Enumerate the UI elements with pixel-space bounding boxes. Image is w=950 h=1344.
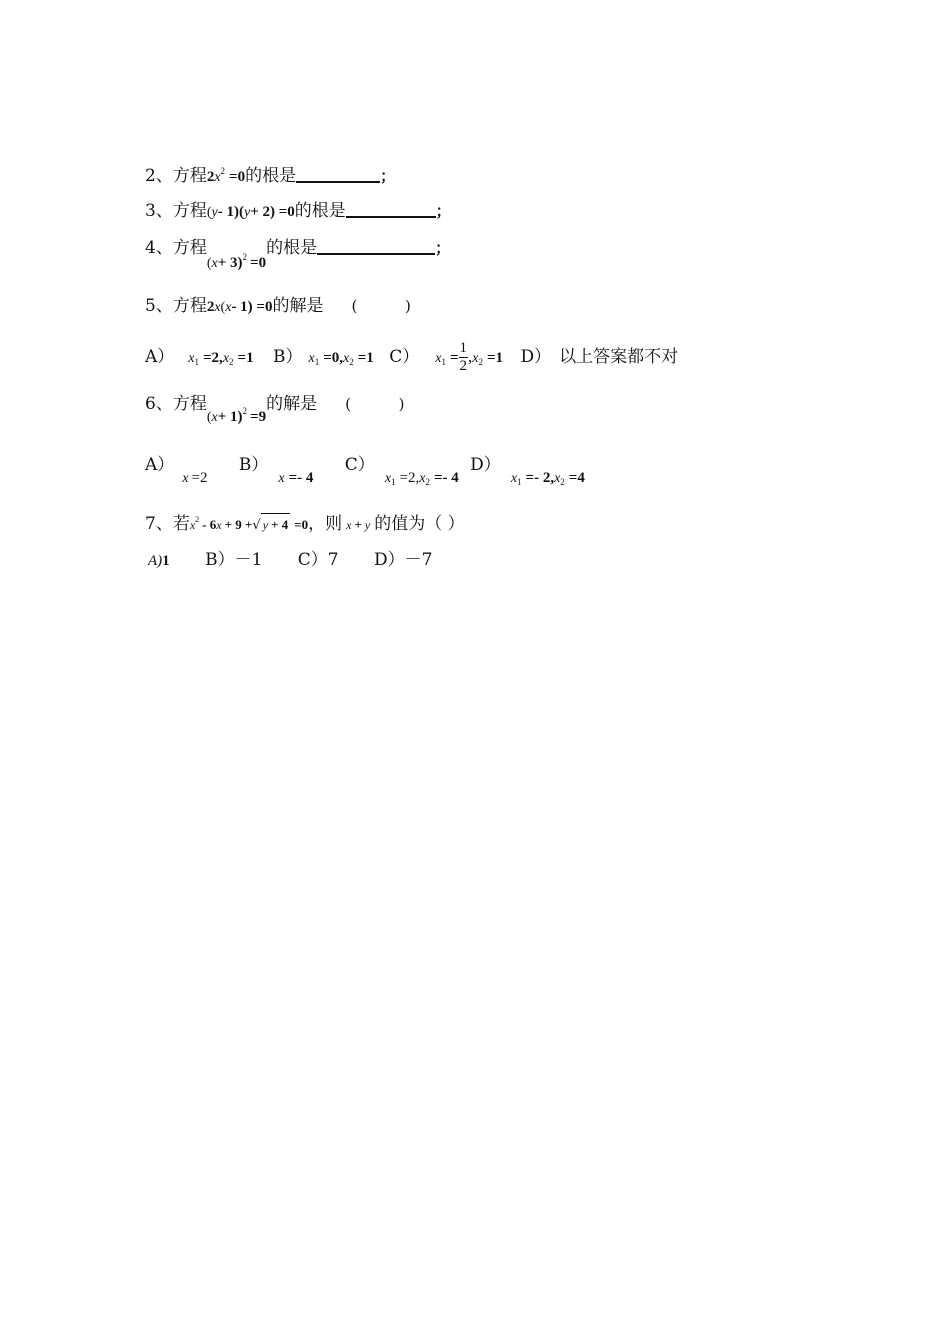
q6-option-a[interactable]: [145, 450, 207, 487]
q2-coef: 2: [206, 169, 215, 185]
q6-a-x: x: [182, 471, 189, 486]
q5-v1: x: [214, 300, 221, 315]
q3-prefix: 3、方程: [145, 201, 207, 221]
q5-c-s1: 1: [441, 357, 446, 367]
q5-a-x1: x: [188, 351, 195, 366]
q5-option-a-label: A）: [145, 347, 175, 367]
question-3: [145, 196, 451, 221]
q5-b-s2: 2: [349, 357, 354, 367]
question-7-options: [148, 545, 432, 570]
q6-c-m: =2,: [399, 470, 420, 486]
q6-option-c[interactable]: [345, 450, 459, 487]
q5-b-m: =0,: [323, 350, 344, 366]
q7-option-b[interactable]: B）－1: [205, 550, 263, 570]
q6-a-r: =2: [191, 470, 208, 486]
q5-a-s1: 1: [194, 357, 199, 367]
q6-option-a-label: A）: [145, 455, 175, 475]
q5-t1: (: [220, 300, 226, 315]
q7-v3: x: [346, 518, 352, 532]
q6-option-b-label: B）: [238, 455, 269, 475]
q7-a-val: 1: [162, 553, 170, 569]
q7-sqrt-sign: √: [252, 518, 261, 533]
q5-option-b[interactable]: [273, 342, 374, 367]
q5-c-num: 1: [459, 340, 468, 356]
q6-option-b[interactable]: [239, 450, 314, 487]
q7-exp: 2: [195, 515, 200, 524]
q6-d-x1: x: [510, 471, 518, 486]
q6-c-x2: x: [419, 471, 426, 486]
q5-a-m: =2,: [203, 350, 223, 366]
q7-rhs: =0: [294, 517, 309, 532]
q5-t2: - 1) =0: [231, 299, 273, 315]
q6-option-d[interactable]: [470, 450, 585, 487]
q5-option-d[interactable]: [520, 342, 678, 367]
q2-exp: 2: [220, 166, 226, 176]
q5-c-comma: ,: [468, 347, 473, 366]
q7-v2: x: [216, 518, 222, 532]
q6-c-s1: 1: [391, 477, 396, 487]
q3-v2: y: [243, 205, 251, 220]
question-6-options: [145, 450, 585, 487]
q4-rhs: =0: [250, 255, 267, 271]
q7-t1: - 6: [202, 517, 217, 532]
q2-end: ；: [380, 167, 396, 185]
q6-d-m: =- 2,: [525, 470, 555, 486]
q6-option-c-label: C）: [344, 455, 375, 475]
question-6: [145, 389, 404, 426]
q5-b-x2: x: [343, 351, 350, 366]
q6-option-d-label: D）: [470, 455, 501, 475]
q6-b-r: =- 4: [288, 470, 314, 486]
q7-sqrt-content: [261, 513, 291, 534]
q3-end: ；: [435, 202, 451, 220]
q6-t1: + 1): [217, 409, 243, 425]
q5-a-s2: 2: [229, 357, 234, 367]
q6-exp: 2: [242, 406, 248, 416]
q5-c-s2: 2: [478, 357, 483, 367]
q5-a-x2: x: [222, 351, 230, 366]
question-4: [145, 233, 450, 272]
q2-rhs: =0: [229, 169, 246, 185]
q6-open: (: [206, 410, 212, 425]
q6-suffix: 的解是: [266, 394, 318, 414]
q3-v1: y: [211, 205, 218, 220]
q4-suffix: 的根是: [266, 238, 318, 258]
q5-coef: 2: [206, 299, 215, 315]
q7-option-d[interactable]: D）－7: [374, 550, 433, 570]
q5-c-fraction: [459, 340, 469, 375]
q5-option-c[interactable]: [389, 340, 503, 375]
q4-open: (: [206, 256, 212, 271]
question-5: [145, 291, 411, 316]
q7-sq-v: y: [262, 518, 269, 532]
q5-c-x2: x: [472, 351, 479, 366]
question-5-options: [145, 340, 678, 375]
q3-t1: - 1)(: [217, 204, 244, 220]
q7-option-a[interactable]: [148, 550, 170, 570]
q6-rhs: =9: [250, 409, 267, 425]
q5-c-x1: x: [435, 351, 442, 366]
q5-b-s1: 1: [314, 357, 320, 367]
q4-t1: + 3): [217, 255, 243, 271]
q5-d-text: 以上答案都不对: [559, 347, 679, 367]
q7-sq-t: + 4: [271, 517, 289, 532]
q5-option-a[interactable]: [145, 342, 254, 367]
q5-c-r: =1: [486, 350, 504, 366]
q7-mid: ，则: [308, 514, 343, 534]
q6-c-x1: x: [384, 471, 392, 486]
q7-prefix: 7、若: [145, 514, 190, 534]
q7-option-c[interactable]: C）7: [297, 550, 339, 570]
q4-prefix: 4、方程: [145, 238, 207, 258]
q4-answer-blank[interactable]: [317, 239, 435, 255]
q6-d-r: =4: [568, 470, 585, 486]
q7-a-label: A): [148, 553, 163, 569]
q5-option-b-label: B）: [273, 347, 303, 367]
question-2: [145, 161, 395, 186]
q5-a-r: =1: [237, 350, 254, 366]
q6-var: x: [211, 410, 218, 425]
q5-option-d-label: D）: [520, 347, 552, 367]
q3-open: (: [206, 205, 212, 220]
q5-b-x1: x: [308, 351, 315, 366]
q3-answer-blank[interactable]: [346, 202, 436, 218]
q4-end: ；: [435, 239, 451, 257]
q7-v1: x: [189, 518, 196, 532]
q2-var: x: [214, 170, 221, 185]
q5-prefix: 5、方程: [145, 296, 207, 316]
q7-suffix: 的值为（ ）: [374, 514, 465, 534]
q7-v4: y: [364, 518, 371, 532]
q5-answer-paren[interactable]: ( ): [351, 297, 411, 315]
question-7: [145, 509, 465, 534]
q6-answer-paren[interactable]: ( ): [345, 395, 405, 413]
q5-b-r: =1: [357, 350, 374, 366]
q3-t2: + 2) =0: [250, 204, 295, 220]
q5-option-c-label: C）: [389, 347, 420, 367]
q2-prefix: 2、方程: [145, 166, 207, 186]
q6-prefix: 6、方程: [145, 394, 207, 414]
q5-c-den: 2: [459, 358, 468, 374]
q4-var: x: [211, 256, 218, 271]
q6-d-s1: 1: [517, 477, 522, 487]
q5-suffix: 的解是: [272, 296, 324, 316]
q5-c-eq: =: [449, 350, 459, 366]
q7-plus: +: [354, 517, 362, 532]
q2-suffix: 的根是: [245, 166, 297, 186]
q4-exp: 2: [242, 252, 248, 262]
q6-c-r: =- 4: [433, 470, 459, 486]
q5-v2: x: [225, 300, 232, 315]
q6-d-s2: 2: [560, 477, 565, 487]
q6-c-s2: 2: [425, 477, 430, 487]
q6-d-x2: x: [554, 471, 561, 486]
q2-answer-blank[interactable]: [296, 167, 380, 183]
q6-b-x: x: [278, 471, 285, 486]
q3-suffix: 的根是: [294, 201, 346, 221]
q7-t2: + 9 +: [224, 517, 253, 532]
